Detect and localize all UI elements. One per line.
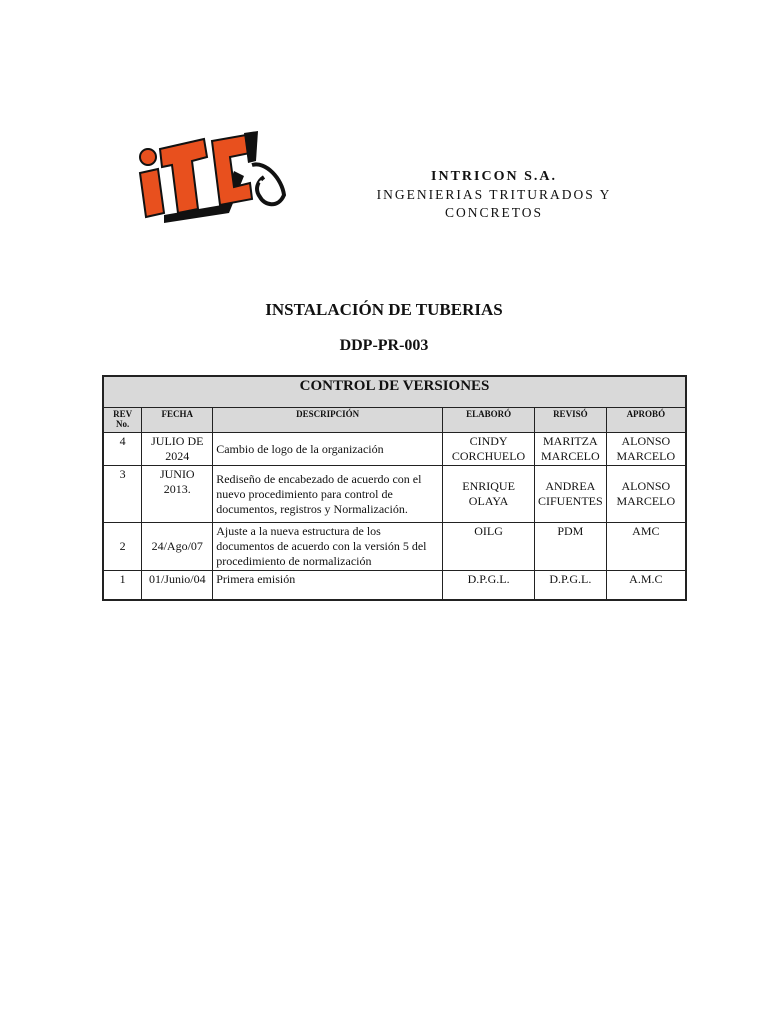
cell-fecha: 24/Ago/07 (142, 523, 213, 571)
cell-rev: 1 (103, 571, 142, 601)
cell-aprobo: A.M.C (606, 571, 686, 601)
cell-aprobo: AMC (606, 523, 686, 571)
header-descripcion: DESCRIPCIÓN (213, 408, 443, 433)
company-subtitle-line2: CONCRETOS (444, 205, 544, 220)
itc-logo-icon (134, 131, 286, 227)
cell-elaboro: D.P.G.L. (443, 571, 535, 601)
cell-rev: 4 (103, 433, 142, 466)
cell-rev: 3 (103, 466, 142, 523)
document-title: INSTALACIÓN DE TUBERIAS (265, 300, 503, 319)
document-code: DDP-PR-003 (339, 337, 429, 354)
cell-aprobo: ALONSO MARCELO (606, 433, 686, 466)
company-subtitle-line1: INGENIERIAS TRITURADOS Y (376, 187, 612, 202)
cell-reviso: PDM (534, 523, 606, 571)
cell-rev: 2 (103, 523, 142, 571)
cell-elaboro: OILG (443, 523, 535, 571)
header-fecha: FECHA (142, 408, 213, 433)
cell-descripcion: Rediseño de encabezado de acuerdo con el nuevo procedimiento para control de documentos, registros y Normalización. (213, 466, 443, 523)
cell-descripcion: Cambio de logo de la organización (213, 433, 443, 466)
header-elaboro: ELABORÓ (443, 408, 535, 433)
header-reviso: REVISÓ (534, 408, 606, 433)
cell-fecha: JUNIO 2013. (142, 466, 213, 523)
company-name: INTRICON S.A. (431, 169, 557, 184)
cell-descripcion: Ajuste a la nueva estructura de los documentos de acuerdo con la versión 5 del procedimiento de normalización (213, 523, 443, 571)
cell-fecha: JULIO DE 2024 (142, 433, 213, 466)
company-logo (134, 131, 286, 227)
cell-elaboro: ENRIQUE OLAYA (443, 466, 535, 523)
cell-descripcion: Primera emisión (213, 571, 443, 601)
cell-reviso: ANDREA CIFUENTES (534, 466, 606, 523)
cell-reviso: MARITZA MARCELO (534, 433, 606, 466)
table-caption: CONTROL DE VERSIONES (103, 376, 686, 408)
table-row (103, 523, 686, 571)
cell-elaboro: CINDY CORCHUELO (443, 433, 535, 466)
cell-fecha: 01/Junio/04 (142, 571, 213, 601)
company-header (350, 168, 638, 222)
cell-reviso: D.P.G.L. (534, 571, 606, 601)
header-aprobo: APROBÓ (606, 408, 686, 433)
header-rev: REV No. (103, 408, 142, 433)
table-row (103, 433, 686, 466)
table-row (103, 466, 686, 523)
cell-aprobo: ALONSO MARCELO (606, 466, 686, 523)
table-row (103, 571, 686, 601)
versions-table (102, 375, 687, 601)
